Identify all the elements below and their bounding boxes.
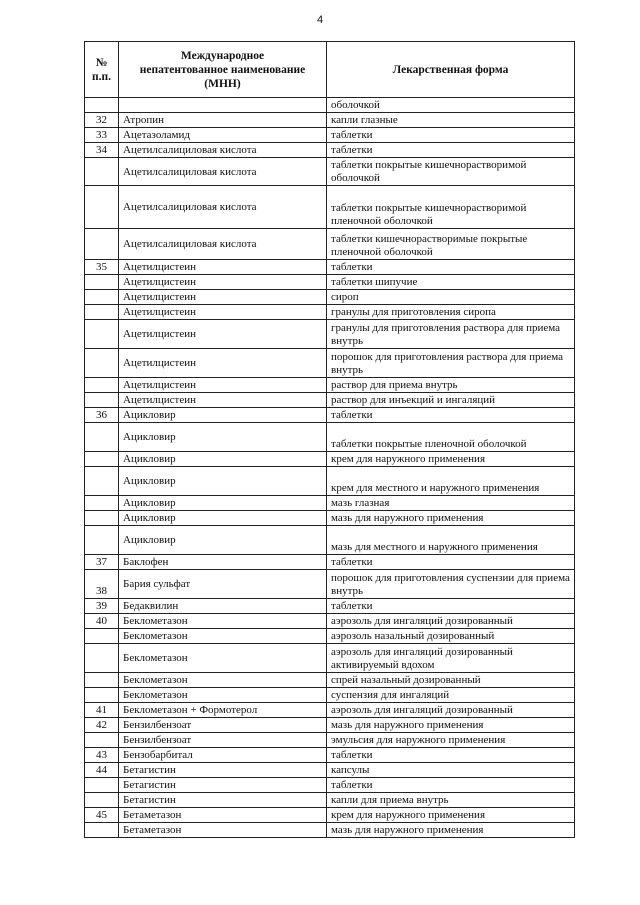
row-number: 34 [85, 143, 119, 158]
row-number: 32 [85, 113, 119, 128]
row-dosage-form: раствор для приема внутрь [327, 378, 575, 393]
row-number [85, 793, 119, 808]
table-row [85, 496, 575, 511]
row-dosage-form: спрей назальный дозированный [327, 673, 575, 688]
row-number [85, 511, 119, 526]
row-number [85, 290, 119, 305]
table-row [85, 688, 575, 703]
header-num: № п.п. [85, 42, 119, 98]
row-number [85, 526, 119, 555]
table-row [85, 703, 575, 718]
row-number [85, 393, 119, 408]
row-inn-name: Ацикловир [119, 467, 327, 496]
row-number [85, 629, 119, 644]
table-row [85, 673, 575, 688]
row-number [85, 644, 119, 673]
row-inn-name: Бетаметазон [119, 823, 327, 838]
row-inn-name: Беклометазон [119, 688, 327, 703]
row-inn-name: Ацикловир [119, 496, 327, 511]
row-number [85, 467, 119, 496]
table-row [85, 320, 575, 349]
row-dosage-form: раствор для инъекций и ингаляций [327, 393, 575, 408]
row-number: 42 [85, 718, 119, 733]
row-dosage-form: таблетки [327, 260, 575, 275]
row-number [85, 452, 119, 467]
row-inn-name: Беклометазон + Формотерол [119, 703, 327, 718]
table-row [85, 378, 575, 393]
table-row [85, 733, 575, 748]
row-dosage-form: капли для приема внутрь [327, 793, 575, 808]
row-dosage-form: суспензия для ингаляций [327, 688, 575, 703]
row-number [85, 158, 119, 186]
row-dosage-form: таблетки покрытые пленочной оболочкой [327, 423, 575, 452]
row-dosage-form: таблетки [327, 599, 575, 614]
row-dosage-form: аэрозоль для ингаляций дозированный [327, 703, 575, 718]
row-inn-name: Бензилбензоат [119, 733, 327, 748]
table-row [85, 423, 575, 452]
row-number: 38 [85, 570, 119, 599]
row-number: 36 [85, 408, 119, 423]
header-form: Лекарственная форма [327, 42, 575, 98]
row-number [85, 688, 119, 703]
row-inn-name: Беклометазон [119, 644, 327, 673]
row-dosage-form: таблетки [327, 748, 575, 763]
row-inn-name: Ацетилцистеин [119, 378, 327, 393]
row-inn-name: Ацетилсалициловая кислота [119, 158, 327, 186]
row-dosage-form: порошок для приготовления раствора для приема внутрь [327, 349, 575, 378]
row-dosage-form: таблетки покрытые кишечнорастворимой пленочной оболочкой [327, 186, 575, 229]
table-row [85, 718, 575, 733]
table-row [85, 393, 575, 408]
row-inn-name: Ацетилцистеин [119, 393, 327, 408]
row-dosage-form: таблетки [327, 128, 575, 143]
row-inn-name: Ацетилцистеин [119, 305, 327, 320]
page-number: 4 [316, 14, 324, 26]
row-number: 40 [85, 614, 119, 629]
table-row [85, 644, 575, 673]
row-inn-name: Беклометазон [119, 673, 327, 688]
row-dosage-form: мазь для местного и наружного применения [327, 526, 575, 555]
row-inn-name: Бетаметазон [119, 808, 327, 823]
table-row [85, 778, 575, 793]
table-row [85, 275, 575, 290]
row-dosage-form: таблетки шипучие [327, 275, 575, 290]
table-row [85, 408, 575, 423]
table-row [85, 98, 575, 113]
row-inn-name: Атропин [119, 113, 327, 128]
table-row [85, 629, 575, 644]
row-inn-name: Ацетилцистеин [119, 260, 327, 275]
row-inn-name: Бетагистин [119, 763, 327, 778]
row-dosage-form: крем для местного и наружного применения [327, 467, 575, 496]
row-dosage-form: капли глазные [327, 113, 575, 128]
table-row [85, 128, 575, 143]
row-inn-name: Беклометазон [119, 629, 327, 644]
table-row [85, 599, 575, 614]
table-row [85, 555, 575, 570]
row-number [85, 823, 119, 838]
table-row [85, 823, 575, 838]
row-inn-name: Бетагистин [119, 778, 327, 793]
table-row [85, 570, 575, 599]
row-number: 39 [85, 599, 119, 614]
table-row [85, 808, 575, 823]
row-inn-name: Бедаквилин [119, 599, 327, 614]
row-number [85, 98, 119, 113]
row-dosage-form: таблетки [327, 555, 575, 570]
row-inn-name: Ацикловир [119, 452, 327, 467]
row-dosage-form: аэрозоль назальный дозированный [327, 629, 575, 644]
table-row [85, 614, 575, 629]
row-inn-name: Ацетилцистеин [119, 320, 327, 349]
table-header-row [85, 42, 575, 98]
table-row [85, 186, 575, 229]
table-row [85, 260, 575, 275]
row-dosage-form: крем для наружного применения [327, 808, 575, 823]
row-number [85, 229, 119, 260]
table-row [85, 158, 575, 186]
table-row [85, 113, 575, 128]
row-inn-name: Бензилбензоат [119, 718, 327, 733]
row-number [85, 733, 119, 748]
row-dosage-form: таблетки [327, 778, 575, 793]
row-dosage-form: эмульсия для наружного применения [327, 733, 575, 748]
row-dosage-form: гранулы для приготовления сиропа [327, 305, 575, 320]
row-dosage-form: крем для наружного применения [327, 452, 575, 467]
row-number: 43 [85, 748, 119, 763]
drug-table [84, 41, 575, 838]
row-number: 44 [85, 763, 119, 778]
table-row [85, 143, 575, 158]
row-dosage-form: мазь для наружного применения [327, 511, 575, 526]
row-dosage-form: таблетки [327, 143, 575, 158]
row-dosage-form: таблетки [327, 408, 575, 423]
row-number [85, 349, 119, 378]
row-number: 41 [85, 703, 119, 718]
row-dosage-form: мазь для наружного применения [327, 718, 575, 733]
table-body [85, 98, 575, 838]
row-inn-name: Ацикловир [119, 423, 327, 452]
row-number [85, 778, 119, 793]
table-row [85, 526, 575, 555]
row-dosage-form: аэрозоль для ингаляций дозированный [327, 614, 575, 629]
row-inn-name: Ацикловир [119, 408, 327, 423]
table-row [85, 511, 575, 526]
table-row [85, 305, 575, 320]
row-dosage-form: оболочкой [327, 98, 575, 113]
table-row [85, 763, 575, 778]
row-inn-name: Ацетилсалициловая кислота [119, 143, 327, 158]
row-number: 45 [85, 808, 119, 823]
row-dosage-form: мазь для наружного применения [327, 823, 575, 838]
row-inn-name: Ацетазоламид [119, 128, 327, 143]
row-inn-name: Бария сульфат [119, 570, 327, 599]
row-dosage-form: гранулы для приготовления раствора для приема внутрь [327, 320, 575, 349]
row-dosage-form: мазь глазная [327, 496, 575, 511]
row-dosage-form: таблетки кишечнорастворимые покрытые пленочной оболочкой [327, 229, 575, 260]
table-row [85, 452, 575, 467]
row-inn-name: Ацетилцистеин [119, 290, 327, 305]
row-number: 33 [85, 128, 119, 143]
row-inn-name: Беклометазон [119, 614, 327, 629]
table-row [85, 793, 575, 808]
table-row [85, 290, 575, 305]
table-row [85, 748, 575, 763]
row-number [85, 275, 119, 290]
row-number [85, 496, 119, 511]
row-dosage-form: таблетки покрытые кишечнорастворимой оболочкой [327, 158, 575, 186]
row-dosage-form: аэрозоль для ингаляций дозированный активируемый вдохом [327, 644, 575, 673]
row-inn-name: Ацетилцистеин [119, 349, 327, 378]
row-inn-name: Ацикловир [119, 526, 327, 555]
row-inn-name: Ацетилцистеин [119, 275, 327, 290]
row-number [85, 378, 119, 393]
row-dosage-form: порошок для приготовления суспензии для приема внутрь [327, 570, 575, 599]
row-number: 35 [85, 260, 119, 275]
row-inn-name: Баклофен [119, 555, 327, 570]
table-row [85, 229, 575, 260]
row-dosage-form: капсулы [327, 763, 575, 778]
row-inn-name: Ацетилсалициловая кислота [119, 186, 327, 229]
table-row [85, 349, 575, 378]
row-inn-name: Бензобарбитал [119, 748, 327, 763]
row-inn-name: Ацетилсалициловая кислота [119, 229, 327, 260]
row-number [85, 305, 119, 320]
row-number [85, 673, 119, 688]
row-dosage-form: сироп [327, 290, 575, 305]
header-inn: Международное непатентованное наименование (МНН) [119, 42, 327, 98]
row-inn-name: Ацикловир [119, 511, 327, 526]
row-number [85, 320, 119, 349]
row-number [85, 186, 119, 229]
row-number [85, 423, 119, 452]
row-number: 37 [85, 555, 119, 570]
table-row [85, 467, 575, 496]
row-inn-name [119, 98, 327, 113]
row-inn-name: Бетагистин [119, 793, 327, 808]
